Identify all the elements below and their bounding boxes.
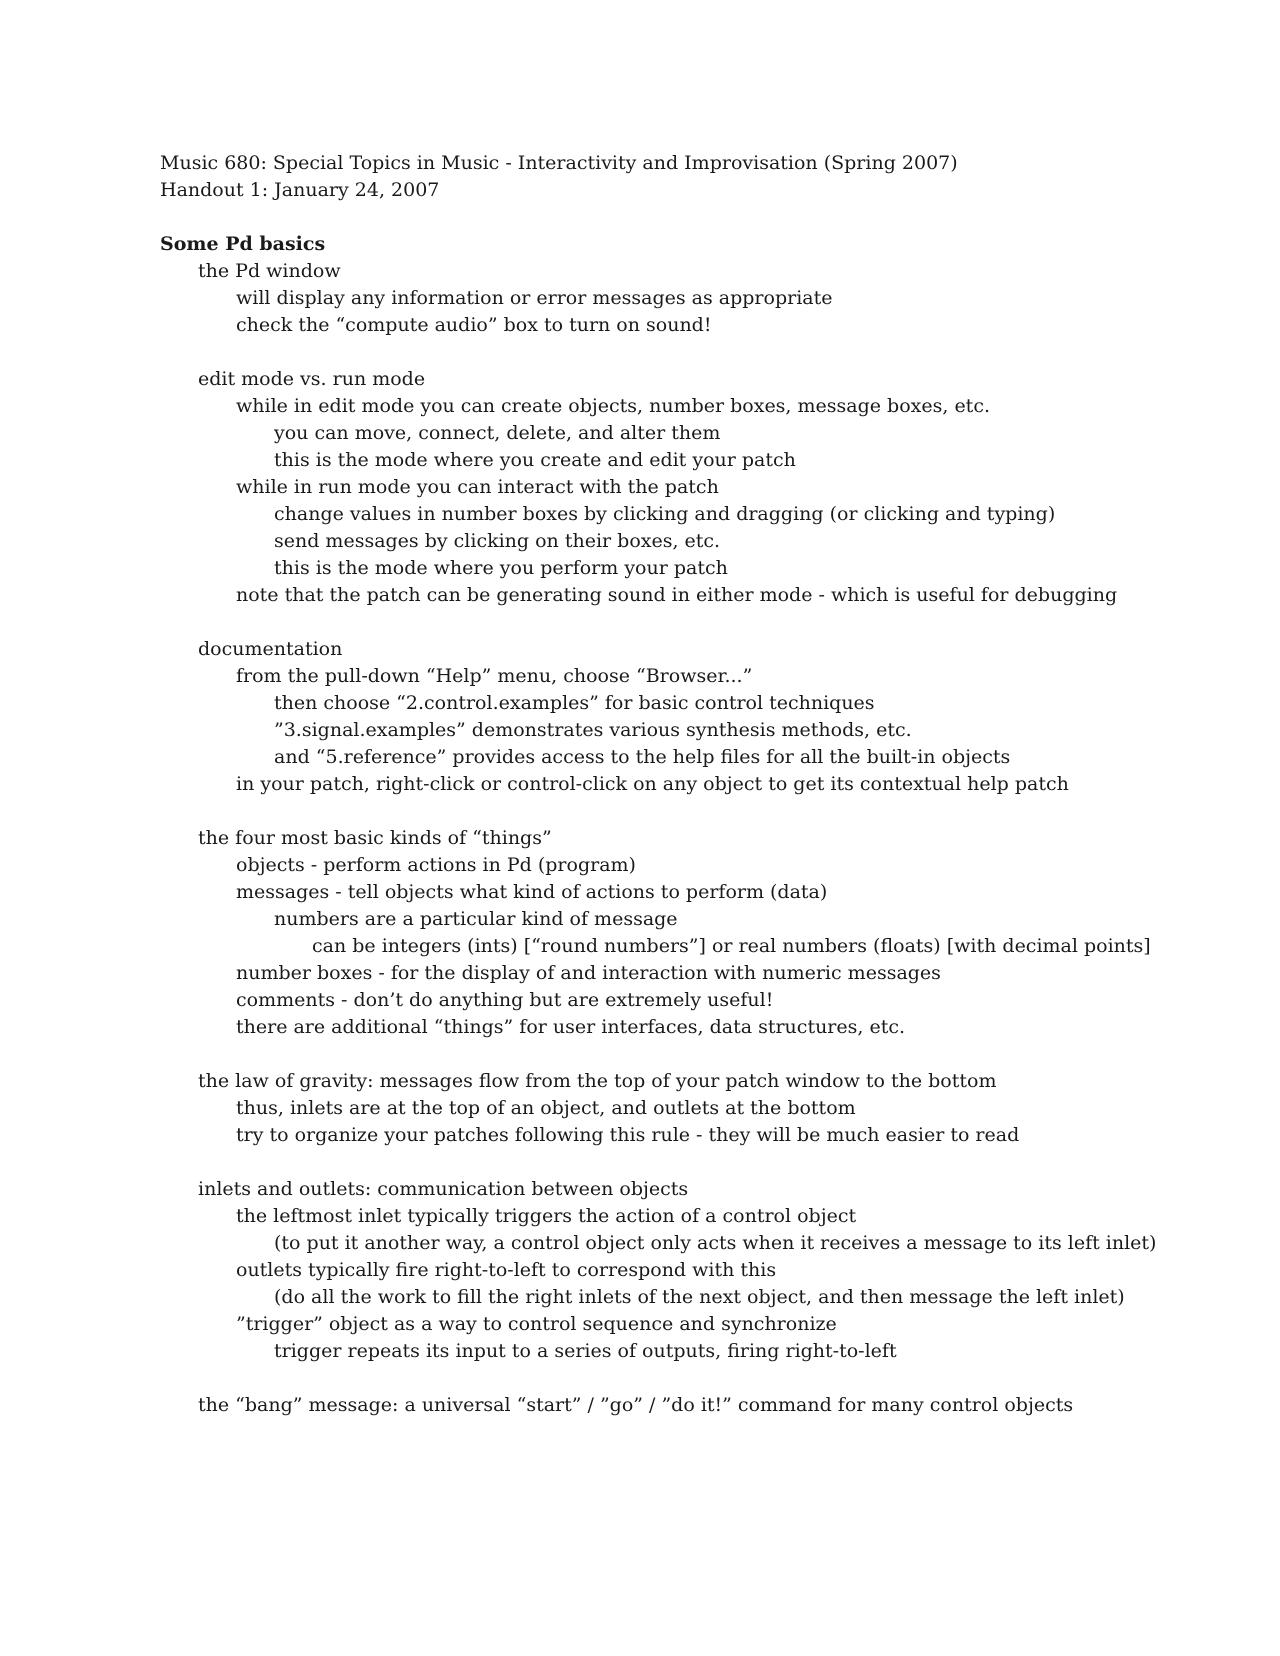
blank-line	[160, 798, 1240, 825]
outline-item-level-2: try to organize your patches following this rule - they will be much easier to read	[236, 1124, 1020, 1146]
outline-item-level-2: outlets typically fire right-to-left to correspond with this	[236, 1259, 777, 1281]
outline-item-level-4: can be integers (ints) [“round numbers”] or real numbers (floats) [with decimal points]	[312, 935, 1151, 957]
blank-line	[160, 339, 1240, 366]
outline-item-level-2: the leftmost inlet typically triggers the action of a control object	[236, 1205, 857, 1227]
outline-item-level-2: thus, inlets are at the top of an object, and outlets at the bottom	[236, 1097, 856, 1119]
spacer	[160, 204, 1240, 231]
outline-item-level-2: there are additional “things” for user interfaces, data structures, etc.	[236, 1016, 906, 1038]
course-title: Music 680: Special Topics in Music - Interactivity and Improvisation (Spring 2007)	[160, 152, 958, 174]
outline-item-level-2: in your patch, right-click or control-click on any object to get its contextual help patch	[236, 773, 1069, 795]
outline-item-level-3: (to put it another way, a control object only acts when it receives a message to its left inlet)	[274, 1232, 1157, 1254]
outline-item-level-1: the Pd window	[198, 260, 341, 282]
section-title: Some Pd basics	[160, 233, 326, 255]
blank-line	[160, 609, 1240, 636]
outline-item-level-2: comments - don’t do anything but are extremely useful!	[236, 989, 774, 1011]
outline-item-level-3: send messages by clicking on their boxes, etc.	[274, 530, 721, 552]
outline-item-level-2: will display any information or error messages as appropriate	[236, 287, 833, 309]
outline-item-level-3: ”3.signal.examples” demonstrates various synthesis methods, etc.	[274, 719, 912, 741]
outline-item-level-2: objects - perform actions in Pd (program)	[236, 854, 636, 876]
outline-item-level-3: this is the mode where you create and edit your patch	[274, 449, 796, 471]
document-page	[160, 150, 1240, 1419]
outline-item-level-3: change values in number boxes by clicking and dragging (or clicking and typing)	[274, 503, 1056, 525]
outline-item-level-3: this is the mode where you perform your patch	[274, 557, 728, 579]
outline-item-level-1: the “bang” message: a universal “start” / ”go” / ”do it!” command for many control objects	[198, 1394, 1074, 1416]
blank-line	[160, 1365, 1240, 1392]
outline-item-level-3: (do all the work to fill the right inlets of the next object, and then message the left inlet)	[274, 1286, 1125, 1308]
outline-item-level-2: while in edit mode you can create objects, number boxes, message boxes, etc.	[236, 395, 990, 417]
outline-item-level-3: trigger repeats its input to a series of outputs, firing right-to-left	[274, 1340, 897, 1362]
outline-item-level-3: you can move, connect, delete, and alter them	[274, 422, 721, 444]
outline-item-level-1: the law of gravity: messages flow from the top of your patch window to the bottom	[198, 1070, 997, 1092]
outline-item-level-2: check the “compute audio” box to turn on sound!	[236, 314, 712, 336]
outline-item-level-3: then choose “2.control.examples” for basic control techniques	[274, 692, 875, 714]
outline-item-level-2: messages - tell objects what kind of actions to perform (data)	[236, 881, 828, 903]
outline-item-level-3: and “5.reference” provides access to the help files for all the built-in objects	[274, 746, 1011, 768]
outline-item-level-2: from the pull-down “Help” menu, choose “Browser...”	[236, 665, 753, 687]
outline-item-level-1: the four most basic kinds of “things”	[198, 827, 552, 849]
outline-list	[160, 258, 1240, 1419]
outline-item-level-2: while in run mode you can interact with the patch	[236, 476, 719, 498]
outline-item-level-2: number boxes - for the display of and interaction with numeric messages	[236, 962, 941, 984]
outline-item-level-1: inlets and outlets: communication between objects	[198, 1178, 689, 1200]
outline-item-level-1: edit mode vs. run mode	[198, 368, 426, 390]
blank-line	[160, 1149, 1240, 1176]
outline-item-level-2: ”trigger” object as a way to control sequence and synchronize	[236, 1313, 837, 1335]
outline-item-level-2: note that the patch can be generating sound in either mode - which is useful for debugging	[236, 584, 1118, 606]
outline-item-level-1: documentation	[198, 638, 343, 660]
handout-date: Handout 1: January 24, 2007	[160, 179, 440, 201]
outline-item-level-3: numbers are a particular kind of message	[274, 908, 678, 930]
blank-line	[160, 1041, 1240, 1068]
